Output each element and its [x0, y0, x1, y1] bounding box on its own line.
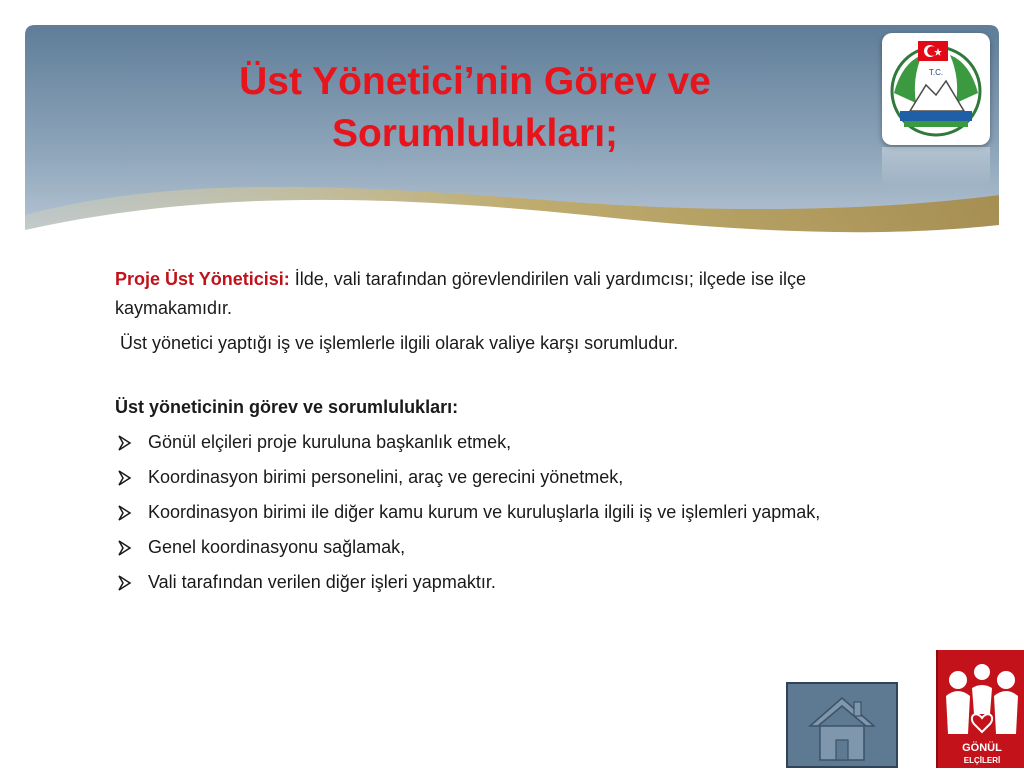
svg-text:T.C.: T.C. [928, 68, 944, 77]
intro-label: Proje Üst Yöneticisi: [115, 269, 290, 289]
badge-subtitle: ELÇİLERİ [963, 756, 1001, 765]
intro-paragraph [115, 265, 925, 323]
arrow-bullet-icon [117, 498, 133, 527]
valilik-emblem-icon [882, 33, 990, 145]
home-icon [788, 684, 896, 766]
badge-title: GÖNÜL [962, 742, 1002, 754]
valilik-logo [882, 33, 990, 145]
responsibility-list [115, 428, 925, 597]
list-heading: Üst yöneticinin görev ve sorumlulukları: [115, 397, 459, 417]
family-icon [938, 656, 1024, 738]
list-item: Gönül elçileri proje kuruluna başkanlık etmek, [115, 428, 925, 457]
list-item: Genel koordinasyonu sağlamak, [115, 533, 925, 562]
arrow-bullet-icon [117, 428, 133, 457]
intro-text: İlde, vali tarafından görevlendirilen vali yardımcısı; ilçede ise ilçe kaymakamıdır. [115, 269, 806, 318]
arrow-bullet-icon [117, 463, 133, 492]
slide-title: Üst Yönetici’nin Görev ve Sorumlulukları; [239, 60, 711, 155]
gonul-elcileri-badge [936, 650, 1024, 768]
slide-body [115, 265, 925, 603]
logo-reflection [882, 147, 990, 187]
intro-line2: Üst yönetici yaptığı iş ve işlemlerle ilgili olarak valiye karşı sorumludur. [120, 333, 679, 353]
arrow-bullet-icon [117, 568, 133, 597]
list-item: Koordinasyon birimi ile diğer kamu kurum ve kuruluşlarla ilgili iş ve işlemleri yapmak, [115, 498, 925, 527]
list-item: Vali tarafından verilen diğer işleri yapmaktır. [115, 568, 925, 597]
arrow-bullet-icon [117, 533, 133, 562]
list-item: Koordinasyon birimi personelini, araç ve gerecini yönetmek, [115, 463, 925, 492]
home-button[interactable] [786, 682, 898, 768]
